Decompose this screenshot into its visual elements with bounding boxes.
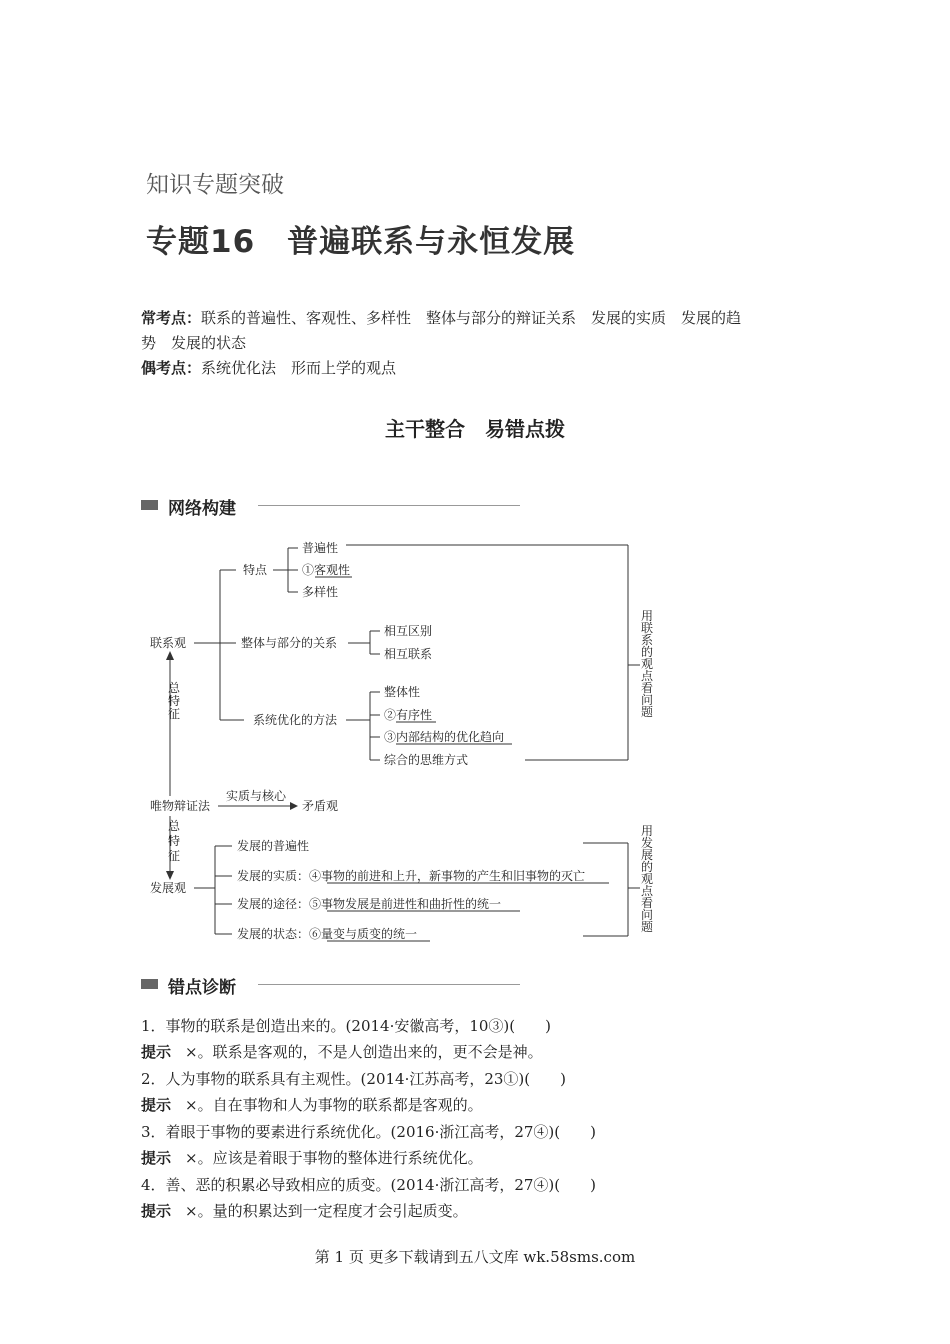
node-pubianxing: 普遍性: [302, 541, 339, 555]
occasional-kaodian-label: 偶考点：: [141, 359, 202, 377]
node-fazhan-tujing: [237, 896, 501, 911]
node-fazhan-guan: 发展观: [150, 881, 187, 895]
blank-number-4: ④: [309, 869, 322, 883]
edge-shizhi-hexin: 实质与核心: [226, 789, 287, 803]
page-footer: 第 1 页 更多下载请到五八文库 wk.58sms.com: [314, 1248, 636, 1266]
square-bullet-icon: [141, 979, 158, 989]
common-kaodian-text: 联系的普遍性、客观性、多样性 整体与部分的辩证关系 发展的实质 发展的趋: [201, 309, 742, 327]
node-zonghe: 综合的思维方式: [384, 753, 469, 767]
node-youxuxing: [384, 707, 432, 722]
errors-heading: 错点诊断: [168, 978, 236, 998]
occasional-kaodian-text: 系统优化法 形而上学的观点: [201, 359, 397, 377]
answer-1-text: ×。联系是客观的，不是人创造出来的，更不会是神。: [185, 1043, 543, 1061]
node-zhengti-bufen: 整体与部分的关系: [241, 636, 338, 650]
blank-number-2: ②: [384, 708, 397, 722]
common-kaodian-line2: 势 发展的状态: [141, 334, 247, 352]
hint-label: 提示: [141, 1202, 172, 1220]
answer-3-text: ×。应该是着眼于事物的整体进行系统优化。: [185, 1149, 483, 1167]
question-4: 4．善、恶的积累必导致相应的质变。(2014·浙江高考，27④)( ): [141, 1176, 596, 1194]
answer-4: [141, 1200, 468, 1221]
label-zong-tezheng-2: 总特征: [167, 819, 181, 863]
hint-label: 提示: [141, 1043, 172, 1061]
hint-label: 提示: [141, 1096, 172, 1114]
blank-answer-tujing: 事物发展是前进性和曲折性的统一: [321, 897, 502, 911]
node-fazhan-zhuangtai: [237, 926, 417, 941]
blank-answer-zhuangtai: 量变与质变的统一: [321, 927, 418, 941]
node-xianghu-qubie: 相互区别: [384, 624, 433, 638]
node-keguanxing: [302, 562, 350, 577]
blank-number-1: ①: [302, 563, 315, 577]
blank-answer-shizhi: 事物的前进和上升，新事物的产生和旧事物的灭亡: [321, 869, 586, 883]
node-maodun-guan: 矛盾观: [302, 799, 339, 813]
answer-4-text: ×。量的积累达到一定程度才会引起质变。: [185, 1202, 468, 1220]
node-tedian: 特点: [243, 563, 268, 577]
node-duoyangxing: 多样性: [302, 585, 339, 599]
label-yong-fazhan: 用发展的观点看问题: [640, 824, 654, 934]
node-fazhan-pubianxing: 发展的普遍性: [237, 839, 310, 853]
heading-rule: [258, 984, 520, 985]
node-xianghu-lianxi: 相互联系: [384, 647, 433, 661]
fazhan-tujing-label: 发展的途径：: [237, 897, 310, 911]
network-heading: 网络构建: [168, 499, 236, 519]
answer-3: [141, 1147, 483, 1168]
page-title: 专题16 普遍联系与永恒发展: [146, 224, 576, 260]
answer-2: [141, 1094, 483, 1115]
blank-answer-neibu: 内部结构的优化趋向: [396, 730, 505, 744]
node-fazhan-shizhi: [237, 868, 585, 883]
blank-answer-keguanxing: 客观性: [314, 563, 351, 577]
blank-number-5: ⑤: [309, 897, 322, 911]
fazhan-zhuangtai-label: 发展的状态：: [237, 927, 310, 941]
node-weiwu: 唯物辩证法: [150, 799, 211, 813]
answer-2-text: ×。自在事物和人为事物的联系都是客观的。: [185, 1096, 483, 1114]
question-2: 2．人为事物的联系具有主观性。(2014·江苏高考，23①)( ): [141, 1070, 566, 1088]
node-lianxi-guan: 联系观: [150, 636, 187, 650]
fazhan-shizhi-label: 发展的实质：: [237, 869, 310, 883]
question-1: 1．事物的联系是创造出来的。(2014·安徽高考，10③)( ): [141, 1017, 551, 1035]
question-3: 3．着眼于事物的要素进行系统优化。(2016·浙江高考，27④)( ): [141, 1123, 596, 1141]
node-zhengtixing: 整体性: [384, 685, 421, 699]
label-yong-lianxi: 用联系的观点看问题: [640, 609, 654, 719]
blank-number-3: ③: [384, 730, 397, 744]
section-title: 主干整合 易错点拨: [385, 417, 565, 441]
page-subtitle: 知识专题突破: [146, 172, 284, 198]
hint-label: 提示: [141, 1149, 172, 1167]
blank-number-6: ⑥: [309, 927, 322, 941]
blank-answer-youxuxing: 有序性: [396, 708, 433, 722]
label-zong-tezheng-1: 总特征: [167, 681, 181, 721]
answer-1: [141, 1041, 543, 1062]
node-xitong-youhua: 系统优化的方法: [253, 713, 338, 727]
common-kaodian-label: 常考点：: [141, 309, 202, 327]
node-neibu: [384, 729, 504, 744]
